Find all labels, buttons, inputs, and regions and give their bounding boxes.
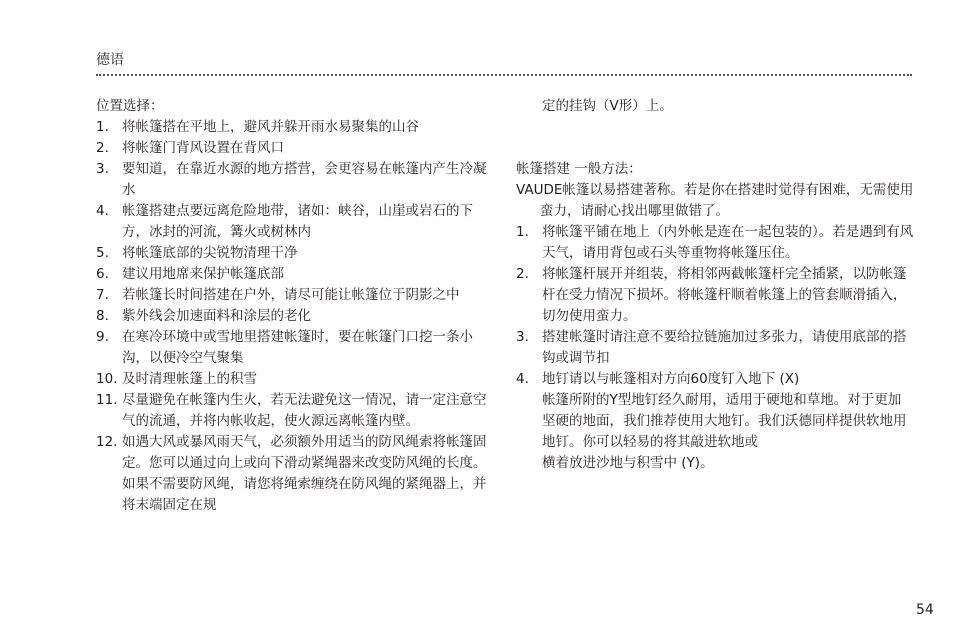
list-item <box>96 369 492 390</box>
list-item <box>96 327 492 369</box>
list-item-text: 帐篷搭建点要远离危险地带，诸如：峡谷，山崖或岩石的下方，冰封的河流，篝火或树林内 <box>122 203 473 240</box>
list-item <box>516 369 914 474</box>
list-item-subtext: 帐篷所附的Y型地钉经久耐用，适用于硬地和草地。对于更加坚硬的地面，我们推荐使用大地钉。我们沃德同样提供软地用地钉。你可以轻易的将其敲进软地或 <box>542 392 907 450</box>
section-spacer <box>516 117 914 159</box>
list-item <box>516 222 914 264</box>
list-item-text: 将帐篷门背风设置在背风口 <box>122 140 284 156</box>
list-item-text: 将帐篷平铺在地上（内外帐是连在一起包装的）。若是遇到有风天气，请用背包或石头等重物将帐篷压住。 <box>542 224 914 261</box>
list-item-text: 地钉请以与帐篷相对方向60度钉入地下 (X) <box>542 371 800 387</box>
right-column <box>516 96 914 474</box>
list-item <box>96 306 492 327</box>
list-item-text: 将帐篷底部的尖锐物清理干净 <box>122 245 298 261</box>
pitching-intro-paragraph: VAUDE帐篷以易搭建著称。若是你在搭建时觉得有困难，无需使用蛮力，请耐心找出哪里做错了。 <box>516 182 914 219</box>
list-item <box>96 201 492 243</box>
header-dotted-divider <box>96 74 912 76</box>
list-item-number: 3. <box>96 161 109 177</box>
list-item-number: 1. <box>516 224 529 240</box>
list-item <box>516 264 914 327</box>
list-item <box>96 432 492 516</box>
list-item-text: 紫外线会加速面料和涂层的老化 <box>122 308 311 324</box>
list-item-number: 2. <box>516 266 529 282</box>
list-item-text: 将帐篷搭在平地上，避风并躲开雨水易聚集的山谷 <box>122 119 419 135</box>
list-item-number: 8. <box>96 308 109 324</box>
list-item-text: 搭建帐篷时请注意不要给拉链施加过多张力，请使用底部的搭钩或调节扣 <box>542 329 907 366</box>
pitching-method-heading: 帐篷搭建 一般方法： <box>516 161 642 177</box>
list-item-number: 12. <box>96 434 118 450</box>
list-item-text: 在寒冷环境中或雪地里搭建帐篷时，要在帐篷门口挖一条小沟，以便冷空气聚集 <box>122 329 473 366</box>
list-item-subtext: 横着放进沙地与积雪中 (Y)。 <box>542 455 714 471</box>
left-column <box>96 96 492 516</box>
list-item <box>96 159 492 201</box>
site-selection-list <box>96 117 492 516</box>
list-item-text: 如遇大风或暴风雨天气，必须额外用适当的防风绳索将帐篷固定。您可以通过向上或向下滑动紧绳器来改变防风绳的长度。如果不需要防风绳，请您将绳索缠绕在防风绳的紧绳器上，并将末端固定在规 <box>122 434 487 513</box>
pitching-steps-list <box>516 222 914 474</box>
continued-item-text: 定的挂钩（V形）上。 <box>542 98 673 114</box>
list-item-number: 11. <box>96 392 118 408</box>
page-number: 54 <box>916 602 934 618</box>
list-item <box>96 285 492 306</box>
list-item-number: 7. <box>96 287 109 303</box>
list-item-text: 建议用地席来保护帐篷底部 <box>122 266 284 282</box>
list-item-number: 6. <box>96 266 109 282</box>
list-item-text: 要知道，在靠近水源的地方搭营，会更容易在帐篷内产生冷凝水 <box>122 161 487 198</box>
list-item-text: 若帐篷长时间搭建在户外，请尽可能让帐篷位于阴影之中 <box>122 287 460 303</box>
list-item-text: 及时清理帐篷上的积雪 <box>122 371 257 387</box>
list-item-text: 尽量避免在帐篷内生火，若无法避免这一情况，请一定注意空气的流通，并将内帐收起，使火源远离帐篷内壁。 <box>122 392 487 429</box>
list-item <box>96 264 492 285</box>
list-item <box>516 327 914 369</box>
list-item-number: 5. <box>96 245 109 261</box>
list-item-number: 3. <box>516 329 529 345</box>
site-selection-heading: 位置选择： <box>96 98 164 114</box>
list-item-number: 4. <box>96 203 109 219</box>
list-item-number: 1. <box>96 119 109 135</box>
list-item <box>96 117 492 138</box>
list-item-number: 2. <box>96 140 109 156</box>
list-item <box>96 390 492 432</box>
list-item-body <box>542 369 914 474</box>
header-language-label: 德语 <box>96 52 124 68</box>
list-item-text: 将帐篷杆展开并组装，将相邻两截帐篷杆完全插紧，以防帐篷杆在受力情况下损坏。将帐篷杆顺着帐篷上的管套顺滑插入，切勿使用蛮力。 <box>542 266 907 324</box>
list-item-number: 9. <box>96 329 109 345</box>
list-item <box>96 138 492 159</box>
list-item-number: 4. <box>516 371 529 387</box>
list-item <box>96 243 492 264</box>
list-item-number: 10. <box>96 371 118 387</box>
